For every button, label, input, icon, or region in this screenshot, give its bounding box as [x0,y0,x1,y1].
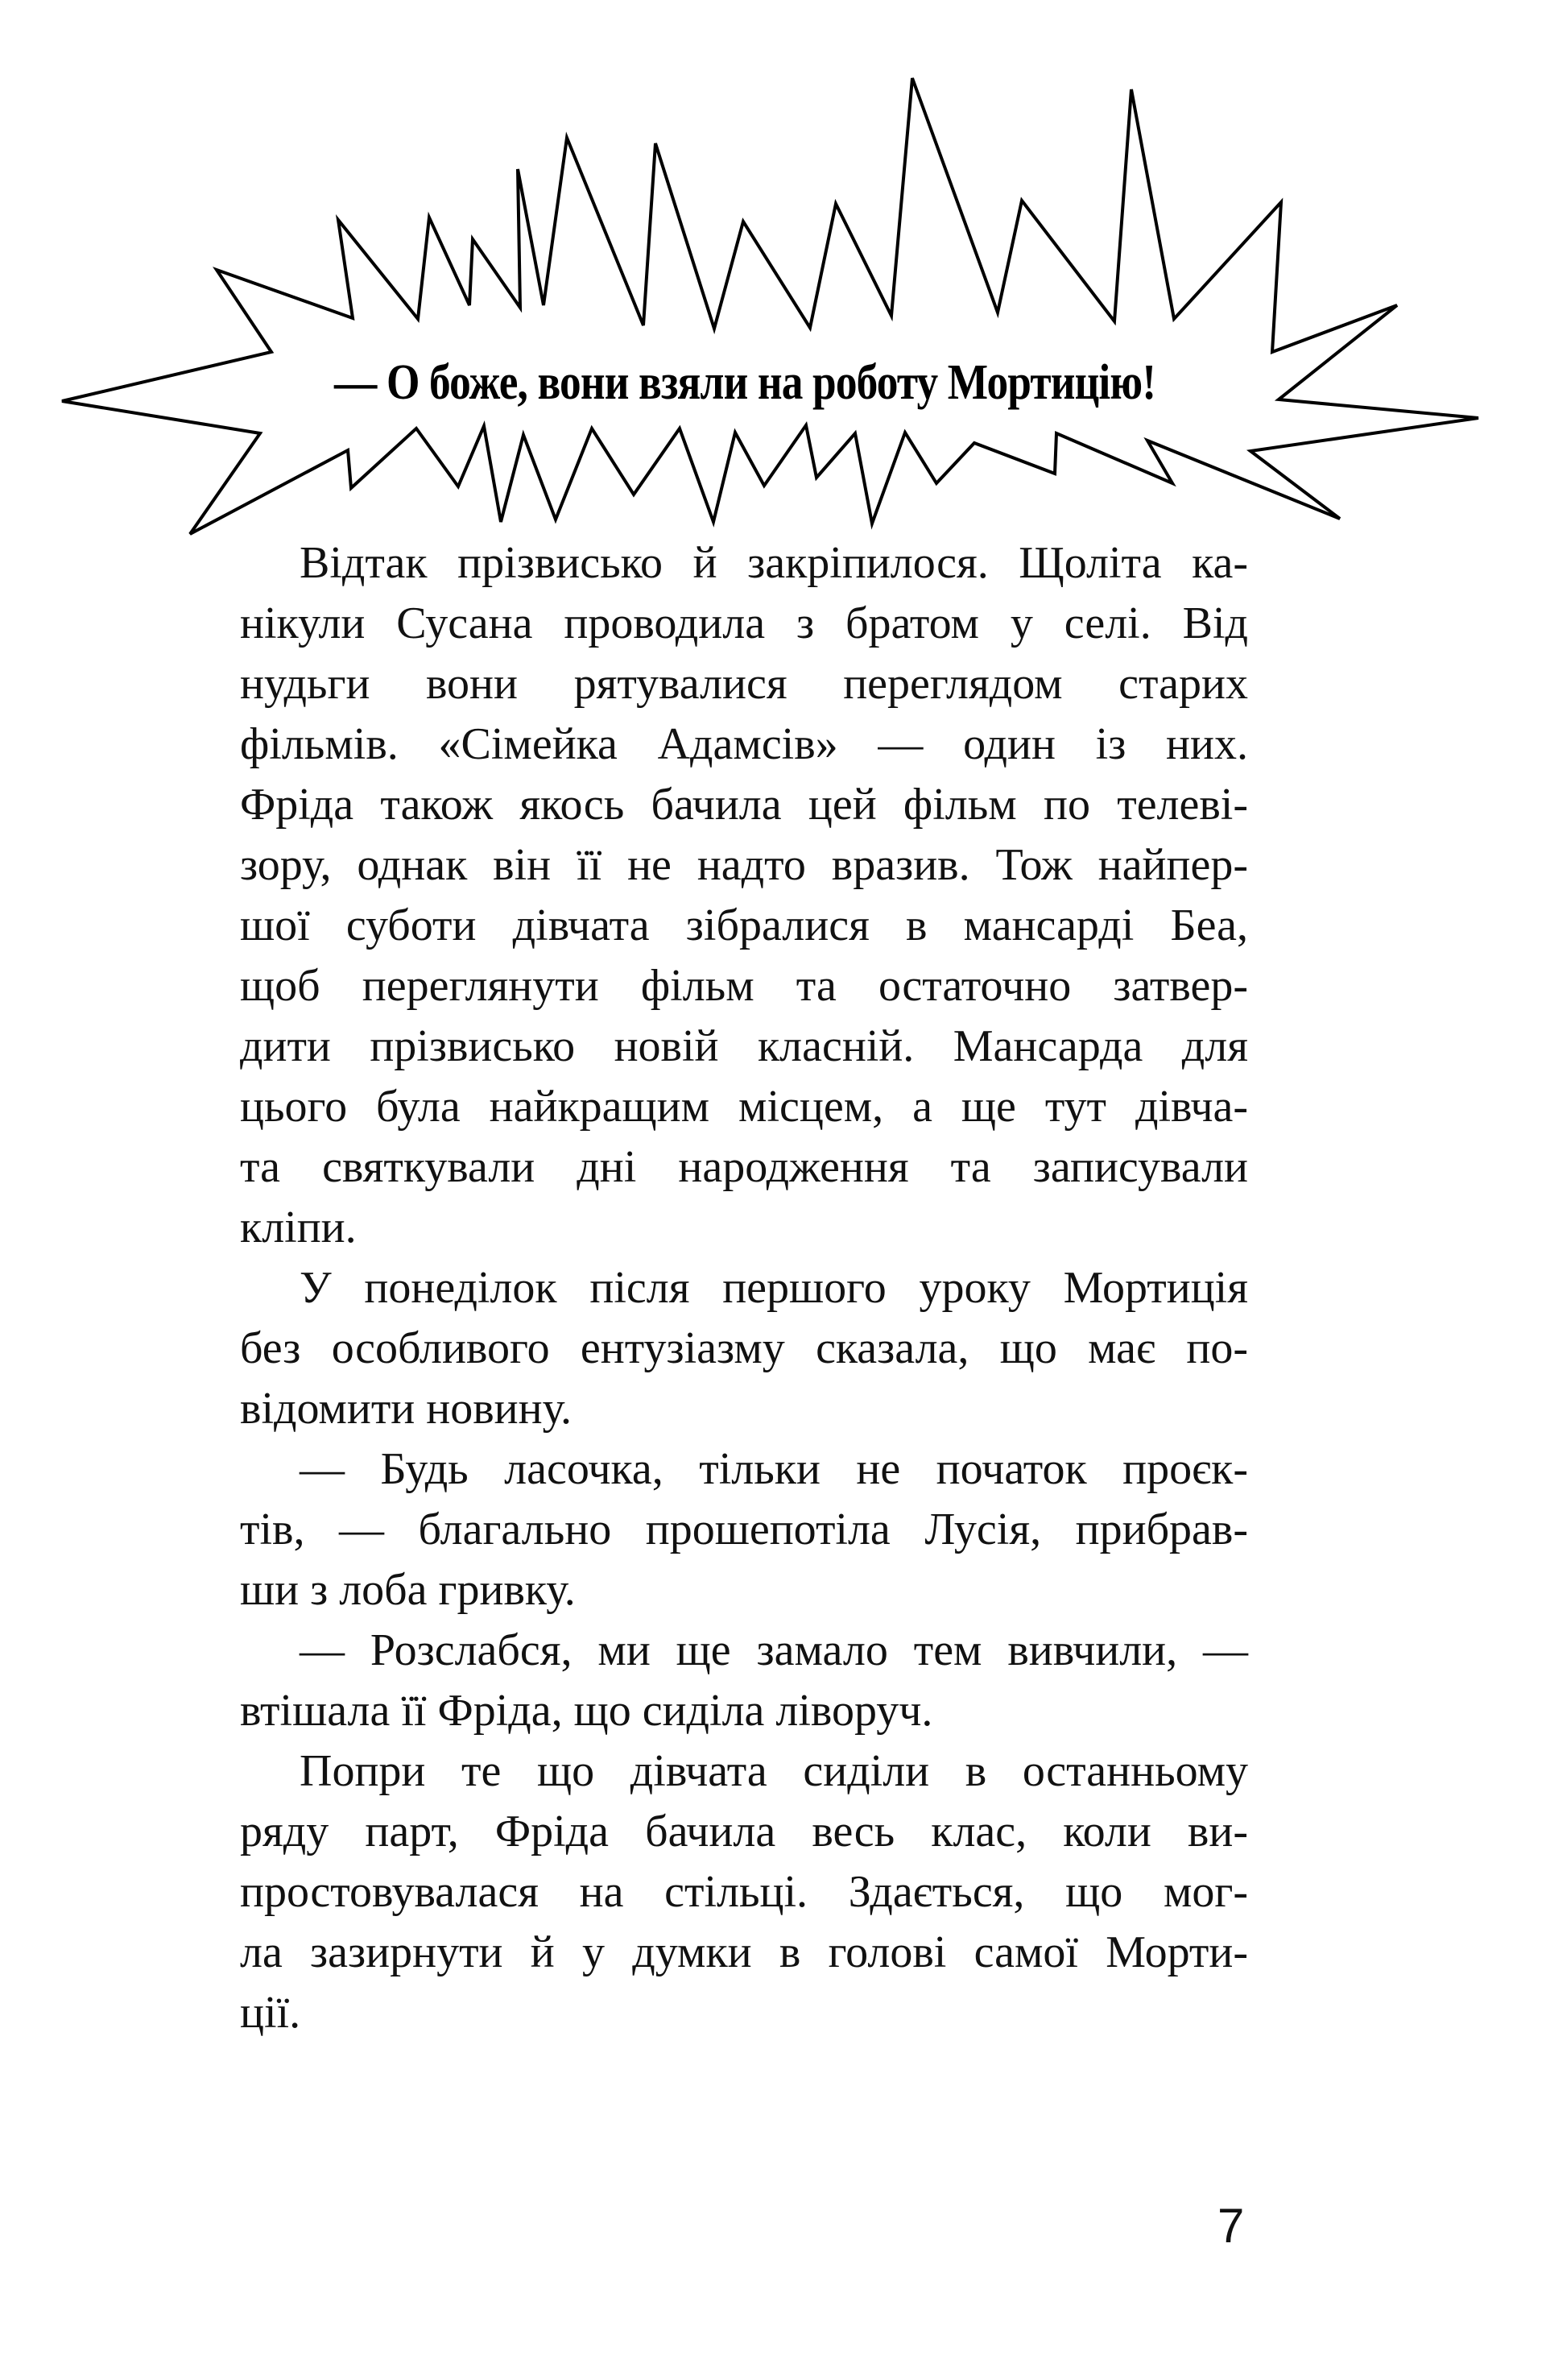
text-line: дити прізвисько новій класній. Мансарда для [240,1021,1248,1071]
text-line: щоб переглянути фільм та остаточно затвер- [240,961,1248,1011]
text-line: фільмів. «Сімейка Адамсів» — один із них. [240,719,1248,769]
text-line: втішала її Фріда, що сиділа ліворуч. [240,1686,933,1736]
text-line: У понеділок після першого уроку Мортиція [300,1263,1248,1313]
text-line: Відтак прізвисько й закріпилося. Щоліта ка- [300,538,1248,588]
callout-heading [243,354,1246,411]
body-text [240,533,1248,2043]
text-line: та святкували дні народження та записували [240,1142,1248,1192]
text-line: цього була найкращим місцем, а ще тут дівча- [240,1082,1248,1132]
page-number: 7 [1217,2199,1245,2253]
text-line: зору, однак він її не надто вразив. Тож найпер- [240,840,1248,890]
text-line: кліпи. [240,1202,357,1252]
text-line: ряду парт, Фріда бачила весь клас, коли ви- [240,1807,1248,1856]
text-line: ла зазирнути й у думки в голові самої Морти- [240,1927,1248,1977]
text-line: відомити новину. [240,1384,573,1434]
text-line: шої суботи дівчата зібралися в мансарді Беа, [240,900,1248,950]
text-line: нудьги вони рятувалися переглядом старих [240,659,1248,709]
text-line: простовувалася на стільці. Здається, що мог- [240,1867,1248,1917]
text-line: без особливого ентузіазму сказала, що має по- [240,1323,1248,1373]
callout-text: — О боже, вони взяли на роботу Мортицію! [333,355,1156,410]
text-line: нікули Сусана проводила з братом у селі. Від [240,598,1248,648]
speech-burst-shape [0,0,1546,564]
text-line: Попри те що дівчата сиділи в останньому [300,1746,1248,1796]
text-line: — Будь ласочка, тільки не початок проєк- [300,1444,1248,1494]
text-line: — Розслабся, ми ще замало тем вивчили, — [300,1625,1248,1675]
text-line: тів, — благально прошепотіла Лусія, прибрав- [240,1505,1248,1554]
text-line: ції. [240,1988,301,2038]
text-line: Фріда також якось бачила цей фільм по телеві- [240,780,1248,830]
text-line: ши з лоба гривку. [240,1565,576,1615]
